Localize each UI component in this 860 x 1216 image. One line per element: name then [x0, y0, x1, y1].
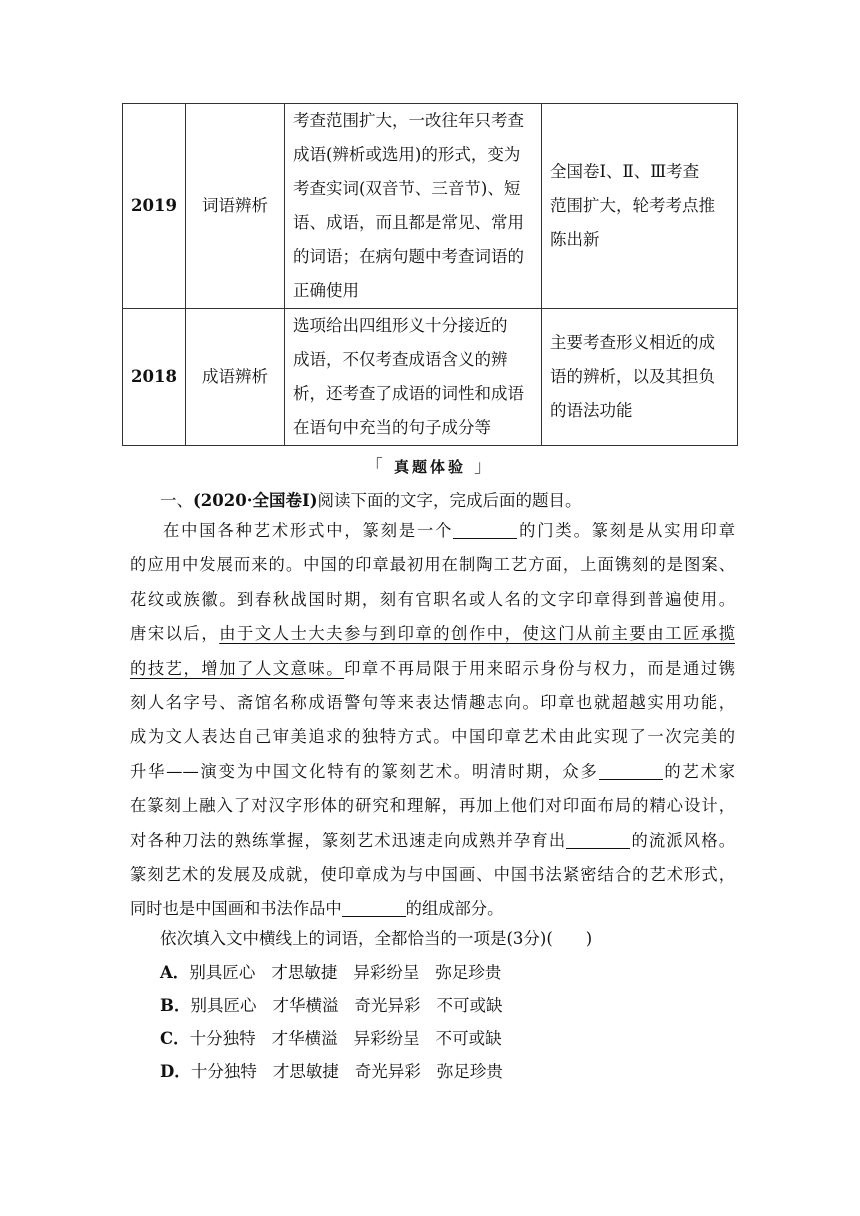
option-word: 才华横溢 [271, 1029, 338, 1048]
note-line: 语的辨析，以及其担负 [550, 367, 715, 386]
option-word: 弥足珍贵 [436, 1062, 503, 1081]
option-word: 奇光异彩 [354, 1062, 421, 1081]
type-cell: 词语辨析 [186, 104, 285, 309]
option-b[interactable] [160, 992, 518, 1016]
passage-line [130, 514, 735, 548]
passage-line [130, 617, 735, 651]
option-letter: C． [160, 1029, 190, 1048]
passage-line: 刻人名字号、斋馆名称成语警句等来表达情趣志向。印章也就超越实用功能， [130, 693, 735, 713]
fill-blank [566, 831, 630, 848]
description-line: 正确使用 [293, 281, 359, 300]
option-word: 弥足珍贵 [435, 963, 502, 982]
option-letter: B． [160, 996, 191, 1015]
option-word: 才华横溢 [272, 996, 339, 1015]
section-heading [0, 452, 860, 477]
description-line: 考查范围扩大，一改往年只考查 [293, 111, 524, 130]
year-cell: 2018 [123, 309, 186, 446]
fill-blank [599, 763, 663, 780]
description-line: 成语(辨析或选用)的形式，变为 [293, 145, 521, 164]
option-letter: A． [160, 963, 190, 982]
table-row [123, 309, 738, 446]
passage-line: 成为文人表达自己审美追求的独特方式。中国印章艺术由此实现了一次完美的 [130, 727, 735, 747]
question-heading [160, 487, 582, 511]
option-word: 别具匠心 [189, 963, 256, 982]
description-line: 选项给出四组形义十分接近的 [293, 316, 508, 335]
note-line: 主要考查形义相近的成 [550, 333, 715, 352]
passage-line [130, 755, 735, 789]
option-word: 十分独特 [189, 1029, 256, 1048]
passage-text: 同时也是中国画和书法作品中 [130, 899, 342, 919]
passage-line: 的应用中发展而来的。中国的印章最初用在制陶工艺方面，上面镌刻的是图案、 [130, 555, 735, 575]
question-source: (2020·全国卷Ⅰ) [193, 491, 318, 510]
option-word: 奇光异彩 [354, 996, 421, 1015]
option-word: 才思敏捷 [271, 963, 338, 982]
passage-text: 的艺术家 [662, 761, 735, 781]
passage-text: 升华——演变为中国文化特有的篆刻艺术。明清时期，众多 [130, 761, 599, 781]
passage-text: 印章不再局限于用来昭示身份与权力，而是通过镌 [344, 658, 735, 678]
option-word: 不可或缺 [435, 1029, 502, 1048]
question-instruction: 阅读下面的文字，完成后面的题目。 [317, 491, 582, 510]
table-row [123, 104, 738, 309]
note-line: 陈出新 [550, 230, 600, 249]
description-cell [285, 309, 542, 446]
fill-blank [453, 522, 517, 539]
question-prompt: 依次填入文中横线上的词语，全都恰当的一项是(3分)( ) [160, 929, 593, 948]
question-number: 一、 [160, 491, 193, 510]
underlined-text: 由于文人士大夫参与到印章的创作中，使这门从前主要由工匠承揽 [219, 624, 735, 644]
passage-line [130, 652, 735, 686]
description-line: 在语句中充当的句子成分等 [293, 418, 491, 437]
underlined-text: 的技艺，增加了人文意味。 [130, 658, 345, 678]
passage-text: 在中国各种艺术形式中，篆刻是一个 [163, 521, 454, 540]
passage-line: 花纹或族徽。到春秋战国时期，刻有官职名或人名的文字印章得到普遍使用。 [130, 589, 735, 609]
passage-text: 对各种刀法的熟练掌握，篆刻艺术迅速走向成熟并孕育出 [130, 830, 567, 850]
description-line: 考查实词(双音节、三音节)、短 [293, 179, 521, 198]
option-word: 不可或缺 [436, 996, 503, 1015]
option-word: 才思敏捷 [272, 1062, 339, 1081]
description-line: 成语，不仅考查成语含义的辨 [293, 350, 508, 369]
close-bracket: 」 [474, 457, 495, 477]
reading-passage [130, 514, 735, 927]
description-line: 语、成语，而且都是常见、常用 [293, 213, 524, 232]
section-title-text: 真题体验 [393, 458, 466, 476]
note-line: 范围扩大，轮考考点推 [550, 196, 715, 215]
exam-analysis-table [122, 103, 738, 446]
description-line: 的词语；在病句题中考查词语的 [293, 247, 524, 266]
passage-text: 唐宋以后， [130, 624, 220, 644]
fill-blank [342, 900, 406, 917]
option-a[interactable] [160, 959, 517, 983]
note-line: 全国卷Ⅰ、Ⅱ、Ⅲ考查 [550, 162, 700, 181]
passage-text: 的门类。篆刻是从实用印章 [517, 521, 735, 540]
passage-line: 在篆刻上融入了对汉字形体的研究和理解，再加上他们对印面布局的精心设计， [130, 796, 735, 816]
open-bracket: 「 [365, 457, 386, 477]
passage-line [130, 824, 735, 858]
description-cell [285, 104, 542, 309]
passage-line: 篆刻艺术的发展及成就，使印章成为与中国画、中国书法紧密结合的艺术形式， [130, 865, 735, 885]
passage-line [130, 892, 735, 926]
note-line: 的语法功能 [550, 401, 633, 420]
year-cell: 2019 [123, 104, 186, 309]
passage-text: 的组成部分。 [405, 899, 504, 919]
option-d[interactable] [160, 1058, 519, 1082]
option-word: 异彩纷呈 [353, 1029, 420, 1048]
option-word: 十分独特 [190, 1062, 257, 1081]
option-letter: D． [160, 1062, 191, 1081]
type-cell: 成语辨析 [186, 309, 285, 446]
option-word: 别具匠心 [190, 996, 257, 1015]
option-word: 异彩纷呈 [353, 963, 420, 982]
note-cell [542, 309, 738, 446]
passage-text: 的流派风格。 [630, 830, 735, 850]
note-cell [542, 104, 738, 309]
option-c[interactable] [160, 1025, 518, 1049]
description-line: 析，还考查了成语的词性和成语 [293, 384, 524, 403]
